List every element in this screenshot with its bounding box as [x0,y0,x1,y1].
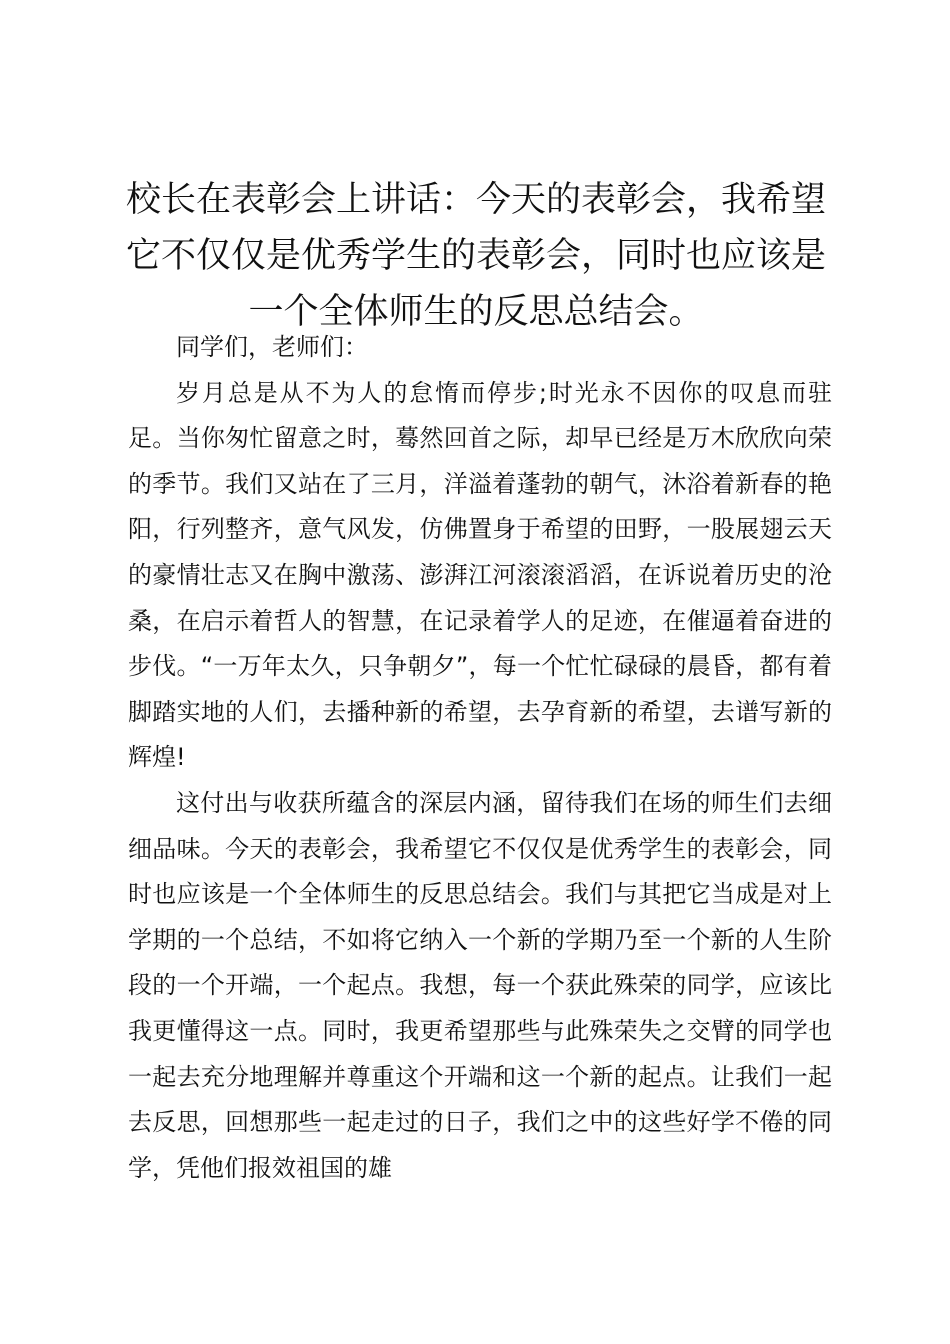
document-title: 校长在表彰会上讲话：今天的表彰会，我希望它不仅仅是优秀学生的表彰会，同时也应该是一个全体师生的反思总结会。 [125,180,826,332]
paragraph: 这付出与收获所蕴含的深层内涵，留待我们在场的师生们去细细品味。今天的表彰会，我希望它不仅仅是优秀学生的表彰会，同时也应该是一个全体师生的反思总结会。我们与其把它当成是对上学期的一个总结，不如将它纳入一个新的学期乃至一个新的人生阶段的一个开端，一个起点。我想，每一个获此殊荣的同学，应该比我更懂得这一点。同时，我更希望那些与此殊荣失之交臂的同学也一起去充分地理解并尊重这个开端和这一个新的起点。让我们一起去反思，回想那些一起走过的日子，我们之中的这些好学不倦的同学，凭他们报效祖国的雄 [128,788,832,1182]
salutation: 同学们，老师们： [176,333,368,361]
paragraph: 岁月总是从不为人的怠惰而停步;时光永不因你的叹息而驻足。当你匆忙留意之时，蓦然回首之际，却早已经是万木欣欣向荣的季节。我们又站在了三月，洋溢着蓬勃的朝气，沐浴着新春的艳阳，行列整齐，意气风发，仿佛置身于希望的田野，一股展翅云天的豪情壮志又在胸中激荡、澎湃江河滚滚滔滔，在诉说着历史的沧桑，在启示着哲人的智慧，在记录着学人的足迹，在催逼着奋进的步伐。“一万年太久，只争朝夕”，每一个忙忙碌碌的晨昏，都有着脚踏实地的人们，去播种新的希望，去孕育新的希望，去谱写新的辉煌! [128,378,832,772]
document-body [128,325,832,1191]
